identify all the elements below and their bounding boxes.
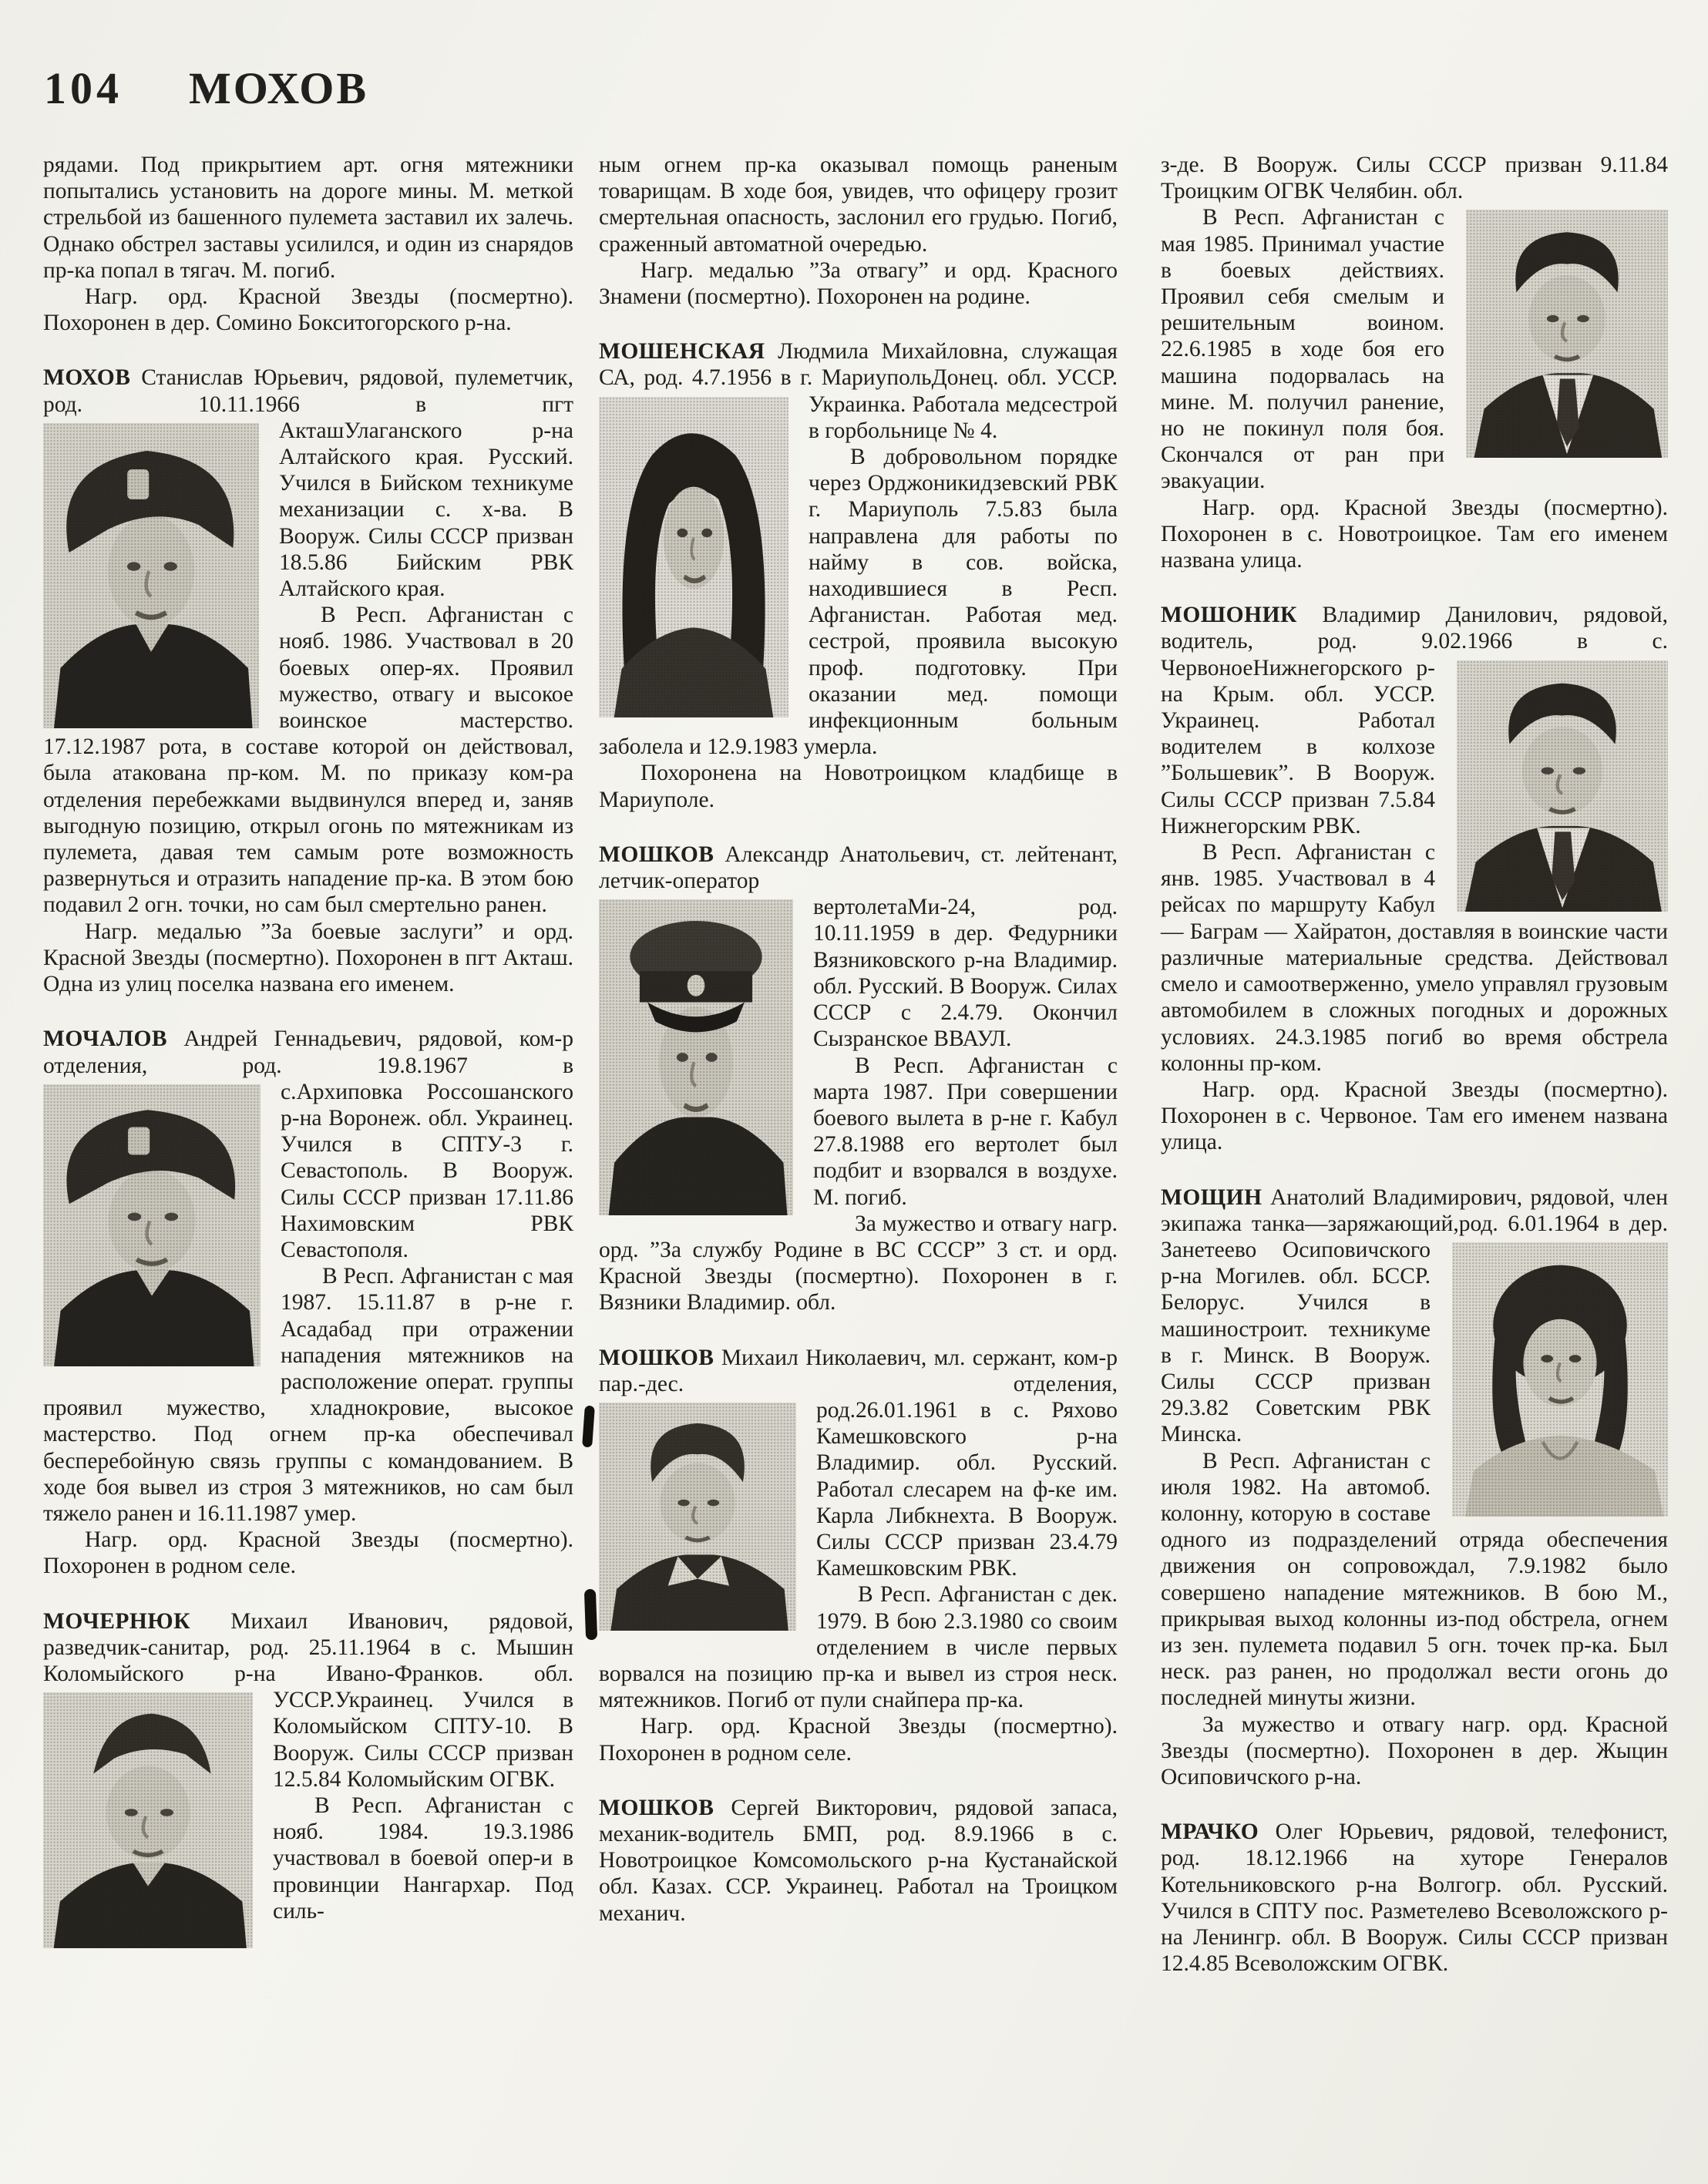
mocherniuk-heading-paragraph: МОЧЕРНЮК Михаил Иванович, рядовой, разведчик-санитар, род. 25.11.1964 в с. Мышин Коломыйского р-на Ивано-Франков. обл. УССР. Украинец. Учился в Коломыйском СПТУ-10. В Вооруж. Силы СССР призван 12.5.84 Коломыйским ОГВК. <box>43 1608 573 1793</box>
moshkov-sergey-continued-text: з-де. В Вооруж. Силы СССР призван 9.11.84 Троицким ОГВК Челябин. обл. <box>1161 153 1668 204</box>
moshkov-mikhail-paragraph-2: Нагр. орд. Красной Звезды (посмертно). Похоронен в родном селе. <box>599 1714 1118 1766</box>
portrait-photo-mochalov <box>43 1084 261 1366</box>
mokhov-paragraph-1: В Респ. Афганистан с нояб. 1986. Участвовал в 20 боевых опер-ях. Проявил мужество, отвагу и высокое воинское мастерство. 17.12.1987 рота, в составе которой он действовал, была атакована пр-ком. М. по приказу ком-ра отделения перебежками выдвинулся вперед и, заняв выгодную позицию, открыл огонь по мятежникам из пулемета, давая тем самым роте возможность развернуться и отразить нападение пр-ка. В этом бою подавил 2 огн. точки, но сам был смертельно ранен. <box>43 603 573 918</box>
mokhov-heading-paragraph: МОХОВ Станислав Юрьевич, рядовой, пулеметчик, род. 10.11.1966 в пгт Акташ Улаганского р-на Алтайского края. Русский. Учился в Бийском техникуме механизации с. х-ва. В Вооруж. Силы СССР призван 18.5.86 Бийским РВК Алтайского края. <box>43 365 573 602</box>
moshkov-mikhail-surname: МОШКОВ <box>599 1345 714 1370</box>
moshkov-sergey-award-paragraph: Нагр. орд. Красной Звезды (посмертно). Похоронен в с. Новотроицкое. Там его именем названа улица. <box>1161 495 1668 573</box>
mochalov-surname: МОЧАЛОВ <box>43 1026 168 1052</box>
column-1 <box>43 152 573 1953</box>
scan-artifact <box>584 1589 597 1640</box>
moshchin-paragraph-1: В Респ. Афганистан с июля 1982. На автомоб. колонну, которую в составе одного из подразделений отряда обеспечения движения он сопровождал, 7.9.1982 было совершено нападение мятежников. В бою М., прикрывая выход колонны из-под обстрела, огнем из зен. пулемета подавил 5 огн. точек пр-ка. Был неск. раз ранен, но продолжал вести огонь до последней минуты жизни. <box>1161 1448 1668 1711</box>
moshchin-paragraph-2: За мужество и отвагу нагр. орд. Красной Звезды (посмертно). Похоронен в дер. Жыцин Осиповичского р-на. <box>1161 1712 1668 1789</box>
moshonik-paragraph-2: Нагр. орд. Красной Звезды (посмертно). Похоронен в с. Червоное. Там его именем названа улица. <box>1161 1077 1668 1155</box>
mocherniuk-paragraph-1: В Респ. Афганистан с нояб. 1984. 19.3.1986 участвовал в боевой опер-и в провинции Нангархар. Под силь- <box>273 1793 573 1924</box>
portrait-photo-mocherniuk <box>43 1692 253 1948</box>
portrait-photo-moshonik <box>1457 660 1668 912</box>
moshenskaya-surname: МОШЕНСКАЯ <box>599 339 765 365</box>
running-head: МОХОВ <box>189 63 369 113</box>
mrachko-surname: МРАЧКО <box>1161 1819 1259 1845</box>
mochalov-heading-paragraph: МОЧАЛОВ Андрей Геннадьевич, рядовой, ком-р отделения, род. 19.8.1967 в с. Архиповка Россошанского р-на Воронеж. обл. Украинец. Учился в СПТУ-3 г. Севастополь. В Вооруж. Силы СССР призван 17.11.86 Нахимовским РВК Севастополя. <box>43 1026 573 1263</box>
moshonik-paragraph-1: В Респ. Афганистан с янв. 1985. Участвовал в 4 рейсах по маршруту Кабул — Баграм — Хайратон, доставляя в воинские части различные материальные средства. Действовал смело и самоотверженно, умело управлял грузовым автомобилем в сложных погодных и дорожных условиях. 24.3.1985 погиб во время обстрела колонны пр-ком. <box>1161 840 1668 1076</box>
scan-artifact <box>582 1406 595 1448</box>
mochalov-paragraph-1: В Респ. Афганистан с мая 1987. 15.11.87 в р-не г. Асадабад при отражении нападения мятежников на расположение операт. группы проявил мужество, хладнокровие, высокое мастерство. Под огнем пр-ка обеспечивал бесперебойную связь группы с командованием. В ходе боя вывел из строя 3 мятежников, но сам был тяжело ранен и 16.11.1987 умер. <box>43 1264 573 1526</box>
continued-entry-award: Нагр. медалью ”За отвагу” и орд. Красного Знамени (посмертно). Похоронен на родине. <box>599 257 1118 310</box>
mrachko-heading-paragraph: МРАЧКО Олег Юрьевич, рядовой, телефонист, род. 18.12.1966 на хуторе Генералов Котельниковского р-на Волгогр. обл. Русский. Учился в СПТУ пос. Разметелево Всеволожского р-на Ленингр. обл. В Вооруж. Силы СССР призван 12.4.85 Всеволожским ОГВК. <box>1161 1819 1668 1977</box>
column-3 <box>1161 152 1668 1977</box>
moshkov-mikhail-paragraph-1: В Респ. Афганистан с дек. 1979. В бою 2.3.1980 со своим отделением в числе первых ворвался на позицию пр-ка и вывел из строя неск. мятежников. Погиб от пули снайпера пр-ка. <box>599 1582 1118 1713</box>
moshkov-sergey-afghanistan-paragraph: В Респ. Афганистан с мая 1985. Принимал участие в боевых действиях. Проявил себя смелым и решительным воином. 22.6.1985 в ходе боя его машина подорвалась на мине. М. получил ранение, но не покинул поля боя. Скончался от ран при эвакуации. <box>1161 204 1668 494</box>
moshenskaya-paragraph-1: В добровольном порядке через Орджоникидзевский РВК г. Мариуполь 7.5.83 была направлена для работы по найму в сов. войска, находившиеся в Респ. Афганистан. Работая мед. сестрой, проявила высокую проф. подготовку. При оказании мед. помощи инфекционным больным заболела и 12.9.1983 умерла. <box>599 445 1118 760</box>
mocherniuk-surname: МОЧЕРНЮК <box>43 1608 190 1634</box>
portrait-photo-moshchin <box>1452 1242 1668 1517</box>
mochalov-paragraph-2: Нагр. орд. Красной Звезды (посмертно). Похоронен в родном селе. <box>43 1527 573 1579</box>
moshchin-heading-paragraph: МОЩИН Анатолий Владимирович, рядовой, член экипажа танка—заряжающий, род. 6.01.1964 в дер. Занетеево Осиповичского р-на Могилев. обл. БССР. Белорус. Учился в машиностроит. техникуме в г. Минск. В Вооруж. Силы СССР призван 29.3.82 Советским РВК Минска. <box>1161 1184 1668 1448</box>
continued-entry-text: рядами. Под прикрытием арт. огня мятежники попытались установить на дороге мины. М. меткой стрельбой из башенного пулемета заставил их залечь. Однако обстрел заставы усилился, и один из снарядов пр-ка попал в тягач. М. погиб. <box>43 153 573 283</box>
moshkov-mikhail-heading-paragraph: МОШКОВ Михаил Николаевич, мл. сержант, ком-р пар.-дес. отделения, род. 26.01.1961 в с. Ряхово Камешковского р-на Владимир. обл. Русский. Работал слесарем на ф-ке им. Карла Либкнехта. В Вооруж. Силы СССР призван 23.4.79 Камешковским РВК. <box>599 1345 1118 1582</box>
portrait-photo-moshkov-sergey <box>1466 210 1668 458</box>
moshonik-surname: МОШОНИК <box>1161 603 1297 628</box>
moshchin-surname: МОЩИН <box>1161 1184 1263 1210</box>
moshkov-sergey-surname: МОШКОВ <box>599 1795 714 1820</box>
moshkov-aleksandr-paragraph-2: За мужество и отвагу нагр. орд. ”За службу Родине в ВС СССР” 3 ст. и орд. Красной Звезды (посмертно). Похоронен в г. Вязники Владимир. обл. <box>599 1211 1118 1315</box>
portrait-photo-moshkov-aleksandr <box>599 899 793 1215</box>
continued-entry-award: Нагр. орд. Красной Звезды (посмертно). Похоронен в дер. Сомино Бокситогорского р-на. <box>43 284 573 336</box>
portrait-photo-mokhov <box>43 423 259 728</box>
mokhov-surname: МОХОВ <box>43 365 131 391</box>
moshkov-sergey-heading-paragraph: МОШКОВ Сергей Викторович, рядовой запаса, механик-водитель БМП, род. 8.9.1966 в с. Новотроицкое Комсомольского р-на Кустанайской обл. Казах. ССР. Украинец. Работал на Троицком механич. <box>599 1795 1118 1926</box>
portrait-photo-moshkov-mikhail <box>599 1403 796 1631</box>
page-number: 104 <box>44 63 123 113</box>
moshkov-aleksandr-paragraph-1: В Респ. Афганистан с марта 1987. При совершении боевого вылета в р-не г. Кабул 27.8.1988 его вертолет был подбит и взорвался в воздухе. М. погиб. <box>813 1053 1118 1210</box>
moshkov-aleksandr-surname: МОШКОВ <box>599 842 714 867</box>
page-header <box>44 63 369 113</box>
moshenskaya-heading-paragraph: МОШЕНСКАЯ Людмила Михайловна, служащая СА, род. 4.7.1956 в г. Мариуполь Донец. обл. УССР. Украинка. Работала медсестрой в горбольнице № 4. <box>599 338 1118 444</box>
moshonik-heading-paragraph: МОШОНИК Владимир Данилович, рядовой, водитель, род. 9.02.1966 в с. Червоное Нижнегорского р-на Крым. обл. УССР. Украинец. Работал водителем в колхозе ”Большевик”. В Вооруж. Силы СССР призван 7.5.84 Нижнегорским РВК. <box>1161 602 1668 839</box>
portrait-photo-moshenskaya <box>599 397 788 717</box>
moshenskaya-paragraph-2: Похоронена на Новотроицком кладбище в Мариуполе. <box>599 761 1118 812</box>
moshkov-aleksandr-heading-paragraph: МОШКОВ Александр Анатольевич, ст. лейтенант, летчик-оператор вертолета Ми-24, род. 10.11.1959 в дер. Федурники Вязниковского р-на Владимир. обл. Русский. В Вооруж. Силах СССР с 2.4.79. Окончил Сызранское ВВАУЛ. <box>599 842 1118 1053</box>
continued-entry-text: ным огнем пр-ка оказывал помощь раненым товарищам. В ходе боя, увидев, что офицеру грозит смертельная опасность, заслонил его грудью. Погиб, сраженный автоматной очередью. <box>599 153 1118 257</box>
mokhov-paragraph-2: Нагр. медалью ”За боевые заслуги” и орд. Красной Звезды (посмертно). Похоронен в пгт Акташ. Одна из улиц поселка названа его именем. <box>43 919 573 997</box>
column-2 <box>599 152 1118 1927</box>
